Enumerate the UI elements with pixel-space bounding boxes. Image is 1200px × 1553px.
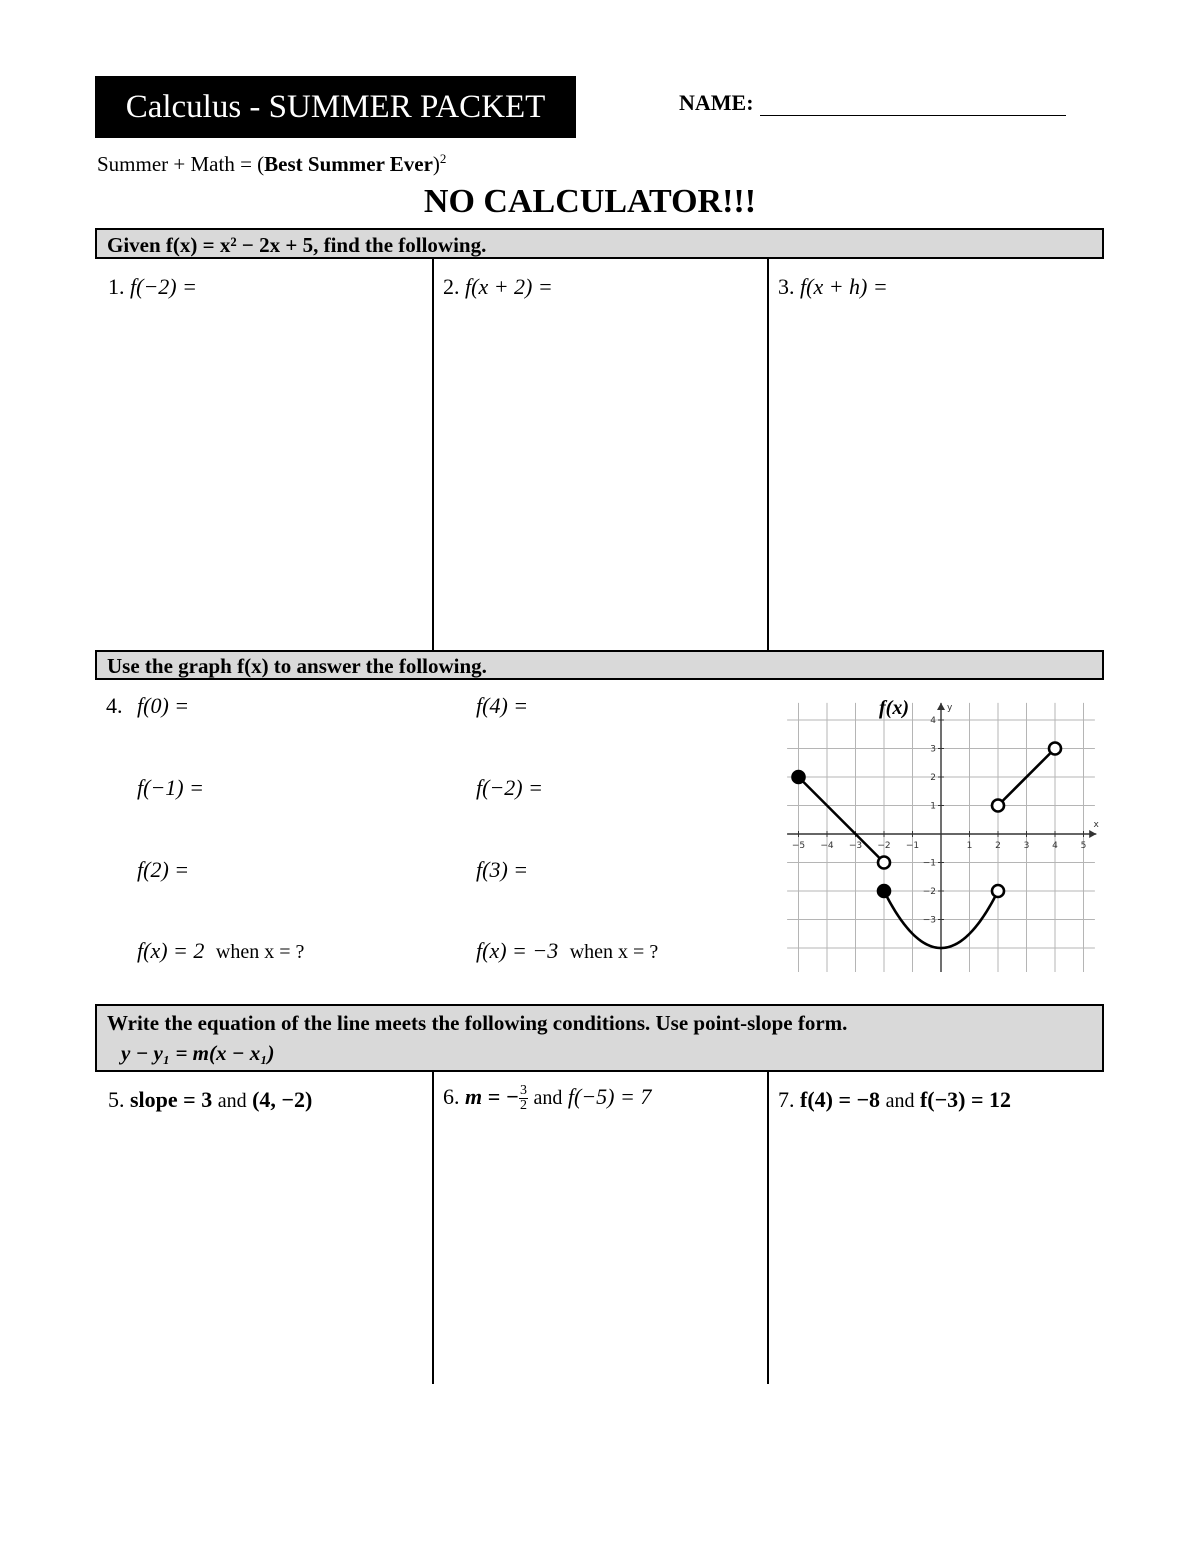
question-7-second: f(−3) = 12: [919, 1087, 1012, 1112]
x-tick-label: −4: [820, 841, 834, 851]
question-2-number: 2.: [443, 274, 460, 299]
graph-question-left-0: f(0) =: [137, 693, 190, 718]
and-text: and: [217, 1090, 247, 1112]
column-divider: [432, 259, 434, 650]
question-5-point: (4, −2): [252, 1087, 313, 1112]
y-tick-label: −1: [922, 858, 936, 869]
tagline-left: Summer + Math = (: [97, 152, 265, 176]
section2-header: Use the graph f(x) to answer the following.: [95, 650, 1104, 680]
closed-endpoint: [878, 885, 890, 897]
y-tick-label: −2: [922, 887, 936, 897]
x-tick-label: −2: [877, 841, 891, 851]
graph-question-left-2: f(2) =: [137, 857, 190, 882]
question-3-number: 3.: [778, 274, 795, 299]
graph-question-left-3-text: f(x) = 2: [137, 938, 205, 963]
when-text: when x = ?: [215, 941, 305, 963]
tagline: [97, 151, 446, 177]
x-tick-label: 4: [1052, 841, 1058, 851]
question-4-label: 4.: [106, 693, 123, 718]
graph-question-left-1: f(−1) =: [137, 775, 204, 800]
open-endpoint: [1049, 743, 1061, 755]
graph-question-right-2: f(3) =: [476, 857, 529, 882]
y-tick-label: 2: [930, 773, 936, 783]
question-3: [778, 274, 888, 300]
question-3-text: f(x + h) =: [800, 274, 888, 299]
y-axis-arrow: [937, 703, 945, 710]
graph-question-right-3: [476, 938, 658, 964]
question-1-text: f(−2) =: [130, 274, 197, 299]
question-2: [443, 274, 553, 300]
closed-endpoint: [793, 771, 805, 783]
question-2-text: f(x + 2) =: [465, 274, 553, 299]
no-calculator-heading: NO CALCULATOR!!!: [423, 183, 757, 220]
question-1: [108, 274, 197, 300]
section3-header: [95, 1004, 1104, 1072]
open-endpoint: [992, 800, 1004, 812]
graph-question-right-1: f(−2) =: [476, 775, 543, 800]
x-axis-label: x: [1093, 820, 1099, 830]
question-6-slope: m = −: [465, 1084, 519, 1109]
question-6-number: 6.: [443, 1084, 460, 1109]
fraction-numerator: 3: [519, 1083, 527, 1099]
x-axis-arrow: [1089, 830, 1096, 838]
x-tick-label: 3: [1023, 841, 1030, 851]
x-tick-label: 2: [995, 841, 1001, 851]
y-tick-label: 4: [930, 716, 936, 726]
graph-title: f(x): [879, 697, 909, 719]
question-7-number: 7.: [778, 1087, 795, 1112]
y-tick-label: 1: [930, 801, 936, 812]
graph-question-right-0: f(4) =: [476, 693, 529, 718]
question-5-slope: slope = 3: [130, 1087, 213, 1112]
function-graph: [785, 692, 1100, 972]
open-endpoint: [992, 885, 1004, 897]
question-6: [443, 1084, 651, 1113]
question-7: [778, 1087, 1011, 1113]
section1-header: Given f(x) = x² − 2x + 5, find the following.: [95, 228, 1104, 259]
question-5-number: 5.: [108, 1087, 125, 1112]
x-tick-label: −1: [905, 841, 920, 851]
and-text: and: [885, 1090, 915, 1112]
tagline-exponent: 2: [439, 151, 447, 166]
question-4-number: [106, 693, 123, 719]
x-tick-label: 1: [966, 841, 973, 851]
open-endpoint: [878, 857, 890, 869]
packet-title: Calculus - SUMMER PACKET: [95, 76, 576, 138]
question-1-number: 1.: [108, 274, 125, 299]
and-text: and: [533, 1087, 563, 1109]
question-6-fraction: [519, 1084, 528, 1113]
x-tick-label: −3: [848, 841, 863, 851]
graph-question-left-3: [137, 938, 304, 964]
fraction-denominator: 2: [519, 1098, 527, 1114]
tagline-bold: Best Summer Ever: [264, 152, 433, 176]
point-slope-formula: y − y₁ = m(x − x₁): [121, 1041, 275, 1065]
y-tick-label: 3: [930, 744, 936, 755]
column-divider: [767, 1072, 769, 1384]
y-tick-label: −3: [922, 915, 936, 926]
question-7-first: f(4) = −8: [800, 1087, 881, 1112]
section3-instructions: Write the equation of the line meets the following conditions. Use point-slope form.: [107, 1011, 848, 1035]
column-divider: [767, 259, 769, 650]
question-6-point: f(−5) = 7: [567, 1084, 652, 1109]
question-5: [108, 1087, 312, 1113]
x-tick-label: −5: [791, 841, 806, 851]
graph-segment-0: [799, 777, 885, 863]
y-axis-label: y: [947, 703, 953, 714]
name-label: NAME:: [679, 90, 754, 115]
column-divider: [432, 1072, 434, 1384]
when-text: when x = ?: [569, 941, 659, 963]
tagline-right: ): [432, 152, 440, 176]
graph-question-right-3-text: f(x) = −3: [476, 938, 559, 963]
x-tick-label: 5: [1080, 841, 1087, 851]
name-input-line[interactable]: [760, 115, 1066, 116]
